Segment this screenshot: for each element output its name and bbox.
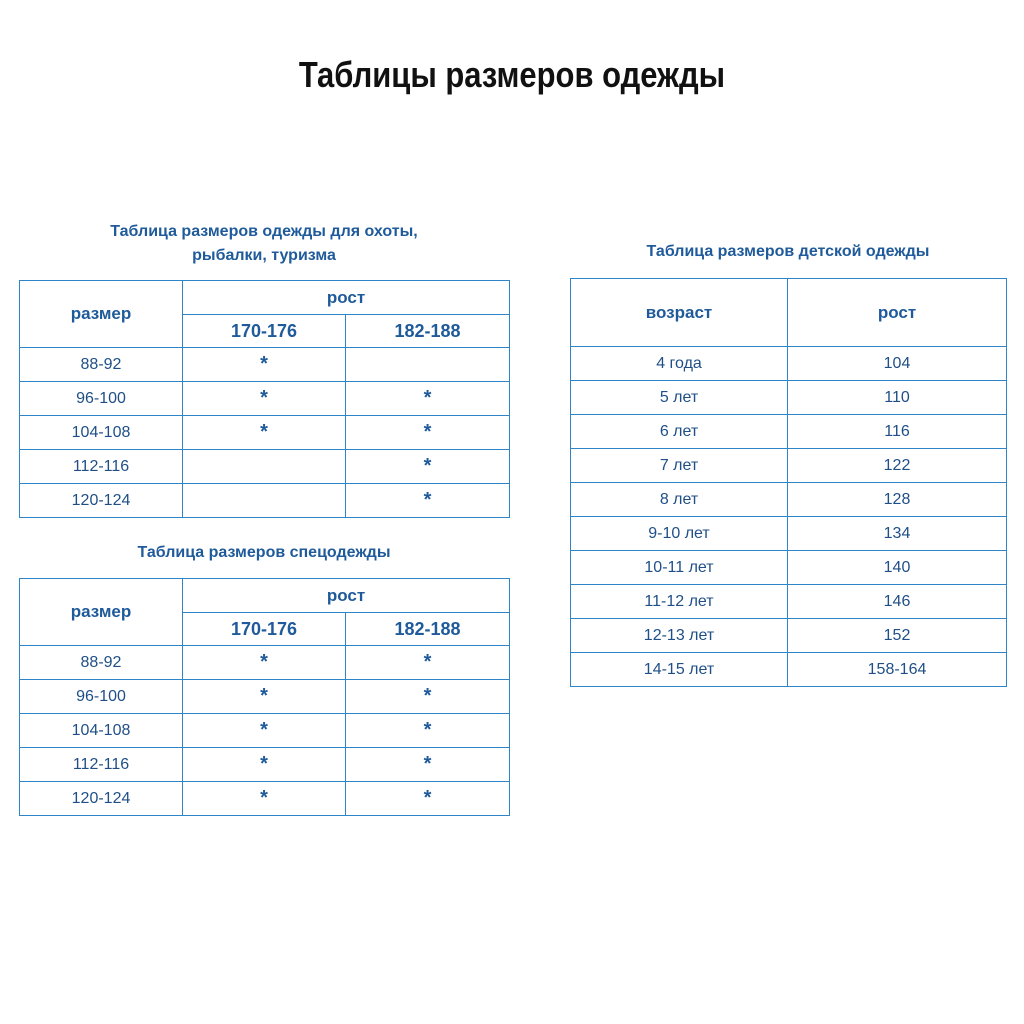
col-height-header: рост <box>788 279 1007 347</box>
age-cell: 7 лет <box>571 449 788 483</box>
availability-mark <box>183 450 346 484</box>
hunting-caption-line2: рыбалки, туризма <box>192 247 336 264</box>
availability-mark: * <box>183 416 346 450</box>
col-height-header: рост <box>183 281 510 315</box>
availability-mark: * <box>346 748 510 782</box>
kids-table-caption: Таблица размеров детской одежды <box>646 243 930 260</box>
kids-size-table <box>570 278 1007 687</box>
col-age-header: возраст <box>571 279 788 347</box>
table-row <box>20 450 510 484</box>
table-row <box>20 348 510 382</box>
height-cell: 134 <box>788 517 1007 551</box>
size-cell: 88-92 <box>20 646 183 680</box>
availability-mark <box>346 348 510 382</box>
hunting-size-table <box>19 280 510 518</box>
table-row <box>571 381 1007 415</box>
availability-mark: * <box>346 714 510 748</box>
height-range-header: 170-176 <box>183 613 346 646</box>
availability-mark: * <box>346 450 510 484</box>
availability-mark: * <box>346 680 510 714</box>
workwear-size-table <box>19 578 510 816</box>
height-range-header: 182-188 <box>346 613 510 646</box>
table-row <box>571 347 1007 381</box>
availability-mark: * <box>183 714 346 748</box>
availability-mark: * <box>183 782 346 816</box>
col-height-header: рост <box>183 579 510 613</box>
height-cell: 104 <box>788 347 1007 381</box>
size-cell: 96-100 <box>20 680 183 714</box>
availability-mark: * <box>183 748 346 782</box>
table-row <box>571 517 1007 551</box>
table-row <box>20 484 510 518</box>
size-cell: 96-100 <box>20 382 183 416</box>
size-cell: 112-116 <box>20 450 183 484</box>
availability-mark: * <box>346 416 510 450</box>
height-cell: 110 <box>788 381 1007 415</box>
size-cell: 104-108 <box>20 714 183 748</box>
size-cell: 120-124 <box>20 782 183 816</box>
col-size-header: размер <box>20 281 183 348</box>
availability-mark: * <box>346 484 510 518</box>
height-cell: 116 <box>788 415 1007 449</box>
age-cell: 4 года <box>571 347 788 381</box>
table-row <box>20 416 510 450</box>
table-row <box>20 782 510 816</box>
table-row <box>571 653 1007 687</box>
table-row <box>571 619 1007 653</box>
table-row <box>20 748 510 782</box>
table-row <box>571 449 1007 483</box>
height-cell: 158-164 <box>788 653 1007 687</box>
age-cell: 8 лет <box>571 483 788 517</box>
height-cell: 128 <box>788 483 1007 517</box>
table-row <box>20 646 510 680</box>
height-cell: 122 <box>788 449 1007 483</box>
age-cell: 6 лет <box>571 415 788 449</box>
height-cell: 140 <box>788 551 1007 585</box>
size-cell: 112-116 <box>20 748 183 782</box>
height-cell: 146 <box>788 585 1007 619</box>
table-row <box>571 415 1007 449</box>
table-row <box>571 585 1007 619</box>
height-range-header: 170-176 <box>183 315 346 348</box>
hunting-table-caption <box>20 220 508 268</box>
availability-mark: * <box>183 348 346 382</box>
table-row <box>571 551 1007 585</box>
availability-mark: * <box>183 646 346 680</box>
table-row <box>571 483 1007 517</box>
height-cell: 152 <box>788 619 1007 653</box>
table-row <box>20 382 510 416</box>
hunting-caption-line1: Таблица размеров одежды для охоты, <box>110 223 418 240</box>
age-cell: 5 лет <box>571 381 788 415</box>
size-cell: 104-108 <box>20 416 183 450</box>
col-size-header: размер <box>20 579 183 646</box>
availability-mark: * <box>183 680 346 714</box>
availability-mark: * <box>346 382 510 416</box>
table-row <box>20 680 510 714</box>
age-cell: 11-12 лет <box>571 585 788 619</box>
table-row <box>20 714 510 748</box>
size-cell: 88-92 <box>20 348 183 382</box>
age-cell: 10-11 лет <box>571 551 788 585</box>
size-cell: 120-124 <box>20 484 183 518</box>
availability-mark <box>183 484 346 518</box>
age-cell: 9-10 лет <box>571 517 788 551</box>
availability-mark: * <box>183 382 346 416</box>
page-title: Таблицы размеров одежды <box>298 54 726 95</box>
availability-mark: * <box>346 646 510 680</box>
age-cell: 12-13 лет <box>571 619 788 653</box>
workwear-table-caption: Таблица размеров спецодежды <box>137 544 391 561</box>
availability-mark: * <box>346 782 510 816</box>
height-range-header: 182-188 <box>346 315 510 348</box>
age-cell: 14-15 лет <box>571 653 788 687</box>
